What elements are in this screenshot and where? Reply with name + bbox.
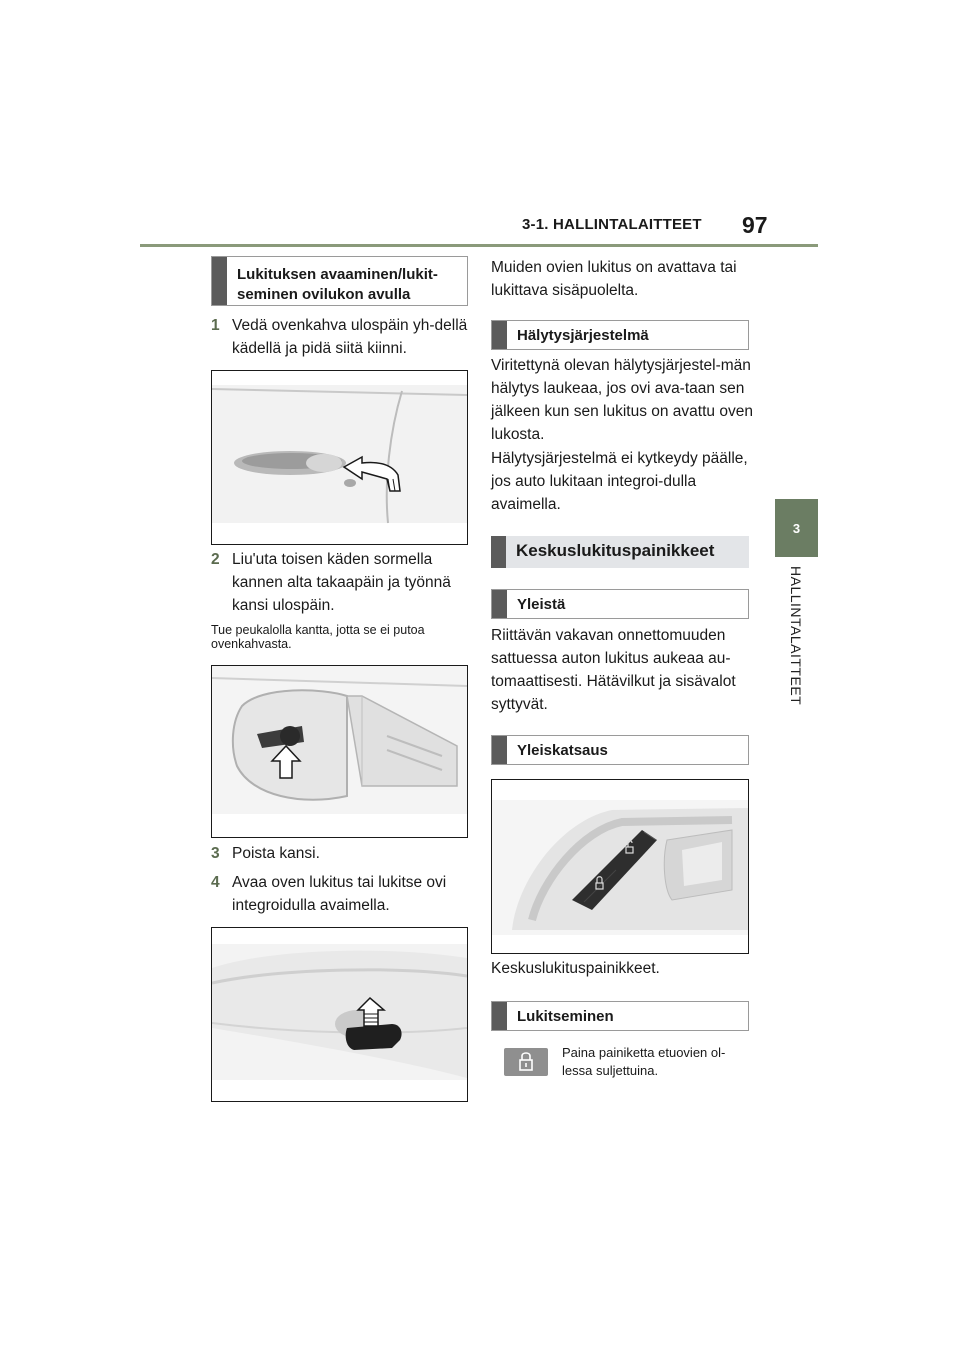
thumb-note: Tue peukalolla kantta, jotta se ei putoa ovenkahvasta.	[211, 623, 425, 651]
step-4-number: 4	[211, 874, 220, 891]
heading-door-lock	[211, 256, 468, 306]
step-2-number: 2	[211, 551, 220, 568]
figure-door-handle-pull	[211, 370, 468, 545]
step-1	[211, 314, 471, 360]
figure-central-locking-buttons	[491, 779, 749, 954]
section-title: 3-1. HALLINTALAITTEET	[522, 216, 702, 233]
step-3-text: Poista kansi.	[232, 845, 320, 862]
chapter-number: 3	[792, 520, 801, 536]
locking-text: Paina painiketta etuovien ol-lessa suljettuina.	[562, 1045, 726, 1078]
heading-general	[491, 589, 749, 619]
figure-cover-removal	[211, 665, 468, 838]
step-1-text: Vedä ovenkahva ulospäin yh-dellä kädellä ja pidä siitä kiinni.	[232, 317, 468, 357]
heading-overview-text: Yleiskatsaus	[517, 742, 608, 759]
step-2	[211, 548, 471, 617]
step-1-number: 1	[211, 317, 220, 334]
heading-central-locking-text: Keskuslukituspainikkeet	[516, 541, 715, 560]
alarm-paragraph-1: Viritettynä olevan hälytysjärjestel-män hälytys laukeaa, jos ovi ava-taan sen jälkeen kun sen lukitus on avattu oven lukosta.	[491, 357, 753, 443]
intro-text: Muiden ovien lukitus on avattava tai lukittava sisäpuolelta.	[491, 259, 737, 299]
heading-locking	[491, 1001, 749, 1031]
heading-general-text: Yleistä	[517, 596, 566, 613]
heading-locking-text: Lukitseminen	[517, 1008, 614, 1025]
step-4-text: Avaa oven lukitus tai lukitse ovi integroidulla avaimella.	[232, 874, 447, 914]
step-2-text: Liu'uta toisen käden sormella kannen alta takaapäin ja työnnä kansi ulospäin.	[232, 551, 451, 614]
heading-alarm-text: Hälytysjärjestelmä	[517, 327, 649, 344]
chapter-label-text: HALLINTALAITTEET	[788, 566, 804, 706]
lock-icon	[504, 1048, 548, 1076]
step-3-number: 3	[211, 845, 220, 862]
alarm-paragraph-2: Hälytysjärjestelmä ei kytkeydy päälle, jos auto lukitaan integroi-dulla avaimella.	[491, 450, 748, 513]
heading-overview	[491, 735, 749, 765]
heading-alarm	[491, 320, 749, 350]
page-number: 97	[742, 212, 768, 238]
heading-door-lock-text: Lukituksen avaaminen/lukit-seminen ovilukon avulla	[237, 266, 438, 303]
heading-central-locking	[491, 536, 749, 568]
step-4	[211, 871, 471, 917]
figure-key-in-lock	[211, 927, 468, 1102]
chapter-tab	[775, 499, 818, 557]
figure-caption: Keskuslukituspainikkeet.	[491, 960, 660, 977]
chapter-side-label	[776, 566, 816, 716]
general-text: Riittävän vakavan onnettomuuden sattuessa auton lukitus aukeaa au-tomaattisesti. Hätävilkut ja sisävalot syttyvät.	[491, 627, 736, 713]
header-rule	[140, 244, 818, 247]
step-3	[211, 842, 471, 865]
